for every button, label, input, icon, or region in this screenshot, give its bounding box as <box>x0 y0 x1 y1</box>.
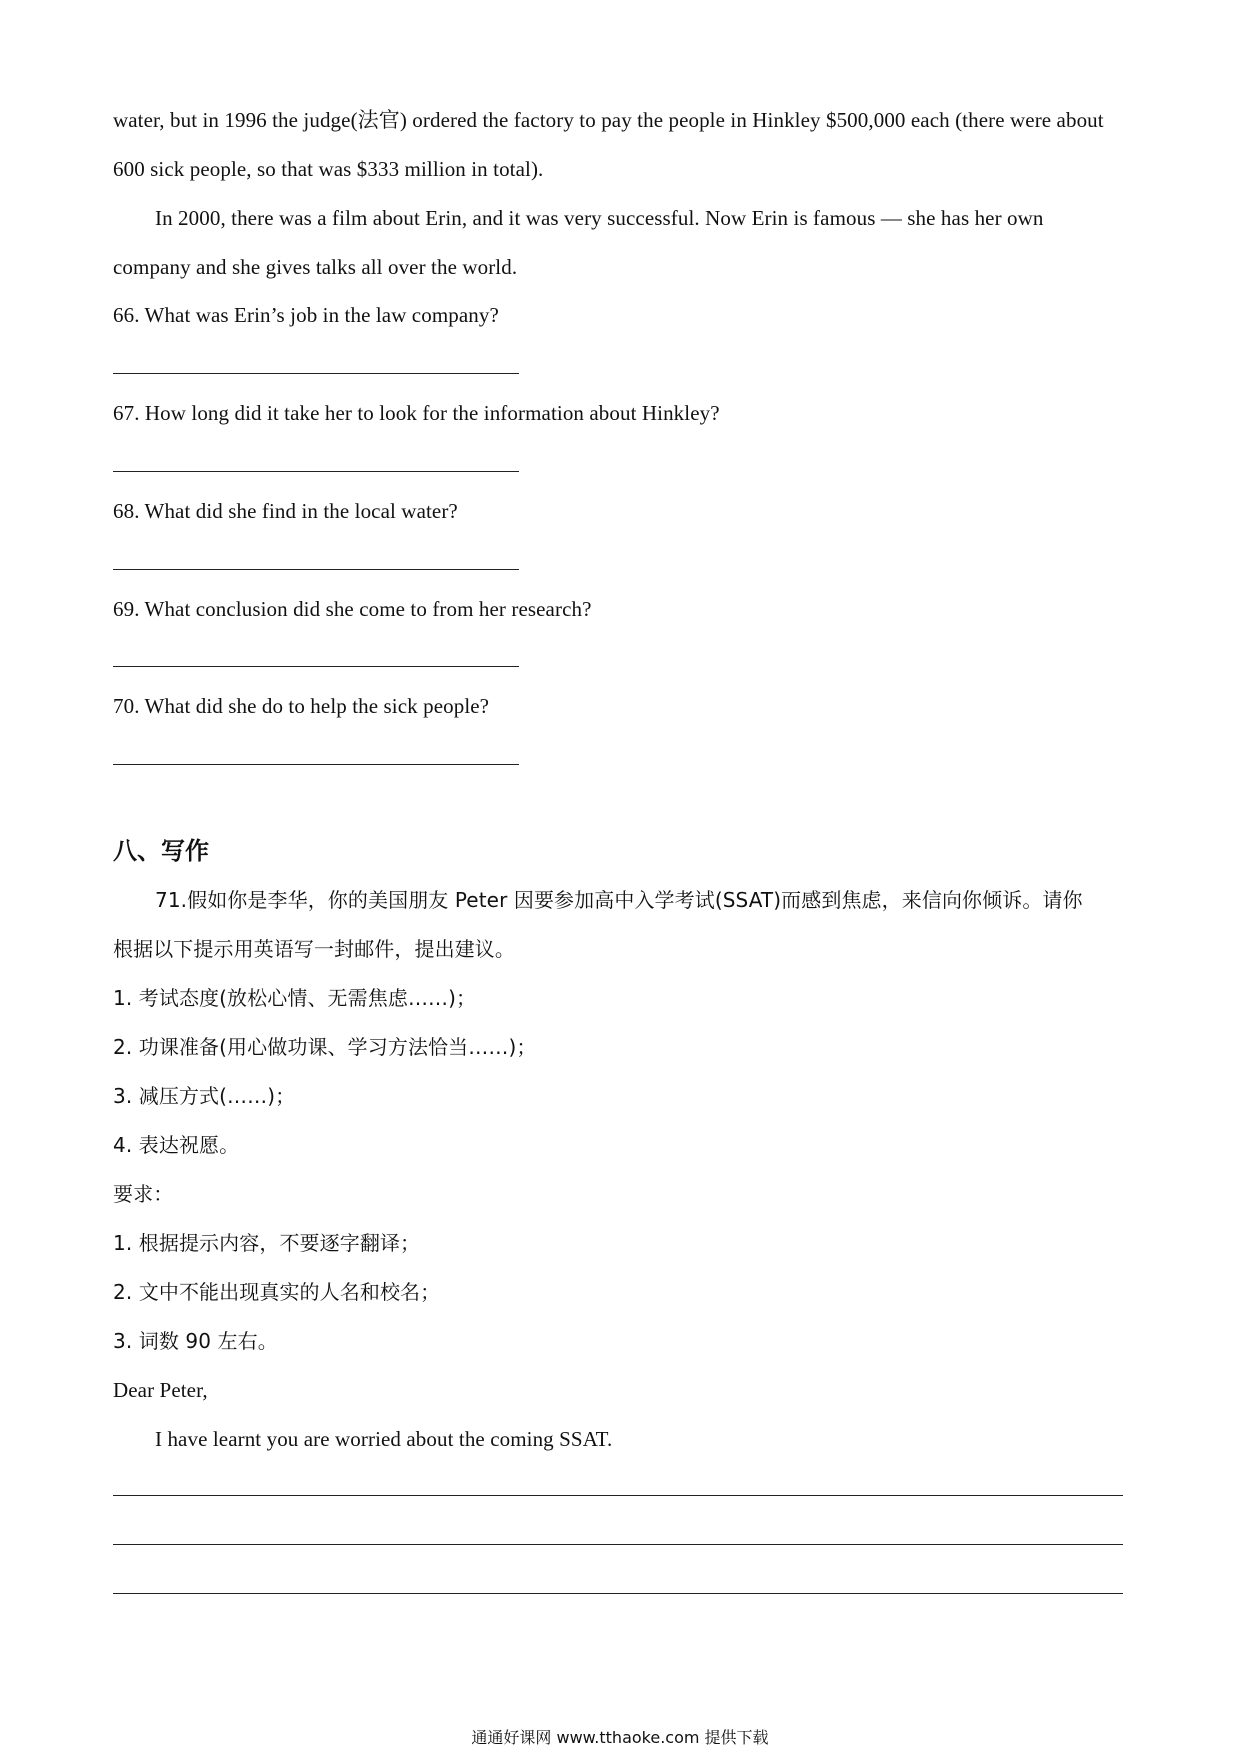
hint-item: 2. 功课准备(用心做功课、学习方法恰当……)； <box>113 1035 537 1059</box>
hint-item: 1. 考试态度(放松心情、无需焦虑……)； <box>113 986 477 1010</box>
writing-prompt-line: 根据以下提示用英语写一封邮件，提出建议。 <box>113 937 515 961</box>
answer-line-67[interactable] <box>113 471 519 472</box>
passage-line: 600 sick people, so that was $333 million in total). <box>113 157 544 181</box>
question-69: 69. What conclusion did she come to from her research? <box>113 597 592 621</box>
answer-line-69[interactable] <box>113 666 519 667</box>
question-68: 68. What did she find in the local water? <box>113 499 458 523</box>
letter-salutation: Dear Peter, <box>113 1378 208 1402</box>
hint-item: 3. 减压方式(……)； <box>113 1084 296 1108</box>
hint-item: 4. 表达祝愿。 <box>113 1133 240 1157</box>
answer-line-70[interactable] <box>113 764 519 765</box>
passage-line: company and she gives talks all over the world. <box>113 255 518 279</box>
passage-line: water, but in 1996 the judge(法官) ordered the factory to pay the people in Hinkley $500,000 each (there were about <box>113 108 1104 132</box>
writing-line[interactable] <box>113 1495 1123 1496</box>
writing-line[interactable] <box>113 1593 1123 1594</box>
question-67: 67. How long did it take her to look for the information about Hinkley? <box>113 401 720 425</box>
page-footer: 通通好课网 www.tthaoke.com 提供下载 <box>471 1728 769 1747</box>
passage-line: In 2000, there was a film about Erin, and it was very successful. Now Erin is famous — she has her own <box>155 206 1044 230</box>
question-70: 70. What did she do to help the sick people? <box>113 694 490 718</box>
requirement-item: 1. 根据提示内容，不要逐字翻译； <box>113 1231 421 1255</box>
letter-opening: I have learnt you are worried about the coming SSAT. <box>155 1427 613 1451</box>
requirement-item: 2. 文中不能出现真实的人名和校名； <box>113 1280 441 1304</box>
answer-line-68[interactable] <box>113 569 519 570</box>
section-title-writing: 八、写作 <box>113 837 209 865</box>
answer-line-66[interactable] <box>113 373 519 374</box>
requirement-item: 3. 词数 90 左右。 <box>113 1329 278 1353</box>
writing-line[interactable] <box>113 1544 1123 1545</box>
writing-prompt-line: 71.假如你是李华，你的美国朋友 Peter 因要参加高中入学考试(SSAT)而感到焦虑，来信向你倾诉。请你 <box>155 888 1083 912</box>
question-66: 66. What was Erin’s job in the law company? <box>113 303 499 327</box>
requirements-label: 要求： <box>113 1182 174 1206</box>
